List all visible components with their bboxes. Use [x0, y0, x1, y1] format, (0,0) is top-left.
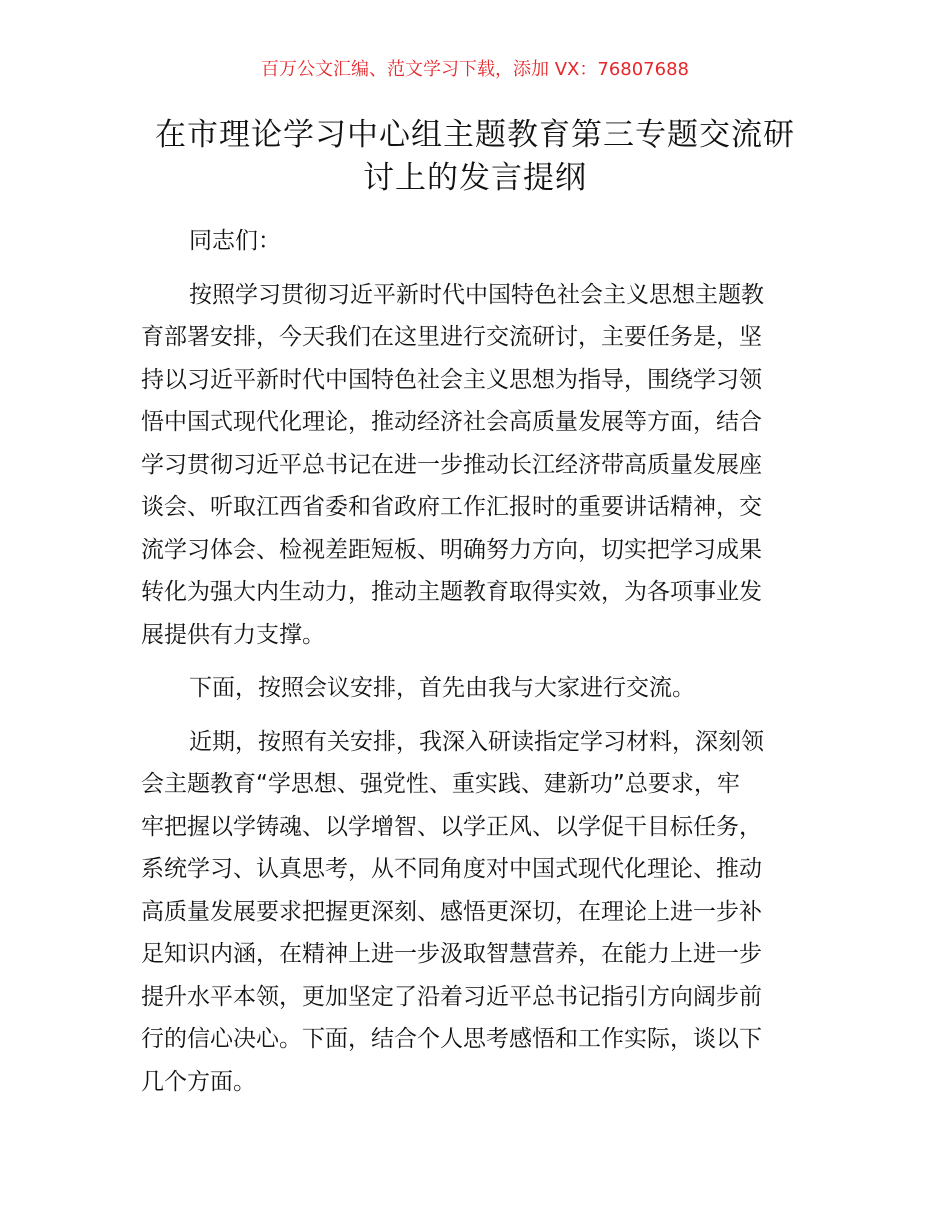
download-banner: 百万公文汇编、范文学习下载，添加 VX：76807688 — [261, 59, 689, 80]
text-line: 足知识内涵，在精神上进一步汲取智慧营养，在能力上进一步 — [141, 941, 762, 967]
text-line: 流学习体会、检视差距短板、明确努力方向，切实把学习成果 — [141, 536, 762, 563]
text-line: 转化为强大内生动力，推动主题教育取得实效，为各项事业发 — [141, 579, 762, 605]
text-line: 近期，按照有关安排，我深入研读指定学习材料，深刻领 — [189, 728, 764, 755]
text-line: 提升水平本领，更加坚定了沿着习近平总书记指引方向阔步前 — [141, 983, 762, 1010]
text-line: 学习贯彻习近平总书记在进一步推动长江经济带高质量发展座 — [141, 451, 762, 478]
text-line: 会主题教育“学思想、强党性、重实践、建新功”总要求，牢 — [141, 771, 740, 797]
paragraph — [141, 220, 821, 263]
text-line: 牢把握以学铸魂、以学增智、以学正风、以学促干目标任务， — [141, 813, 762, 840]
paragraph — [141, 274, 821, 657]
paragraph — [141, 721, 821, 1104]
document-body — [141, 220, 821, 1114]
text-line: 持以习近平新时代中国特色社会主义思想为指导，围绕学习领 — [141, 366, 762, 393]
text-line: 行的信心决心。下面，结合个人思考感悟和工作实际，谈以下 — [141, 1026, 762, 1052]
text-line: 展提供有力支撑。 — [141, 621, 325, 648]
text-line: 按照学习贯彻习近平新时代中国特色社会主义思想主题教 — [189, 281, 764, 308]
text-line: 下面，按照会议安排，首先由我与大家进行交流。 — [189, 675, 695, 701]
text-line: 育部署安排，今天我们在这里进行交流研讨，主要任务是，坚 — [141, 324, 762, 350]
text-line: 几个方面。 — [141, 1068, 256, 1095]
text-line: 系统学习、认真思考，从不同角度对中国式现代化理论、推动 — [141, 856, 762, 882]
text-line: 同志们： — [189, 228, 281, 254]
text-line: 悟中国式现代化理论，推动经济社会高质量发展等方面，结合 — [141, 409, 762, 435]
document-title — [0, 114, 950, 200]
title-line: 在市理论学习中心组主题教育第三专题交流研 — [155, 117, 795, 153]
text-line: 高质量发展要求把握更深刻、感悟更深切，在理论上进一步补 — [141, 898, 762, 925]
paragraph — [141, 667, 821, 710]
title-line: 讨上的发言提纲 — [363, 160, 587, 196]
text-line: 谈会、听取江西省委和省政府工作汇报时的重要讲话精神，交 — [141, 494, 762, 520]
